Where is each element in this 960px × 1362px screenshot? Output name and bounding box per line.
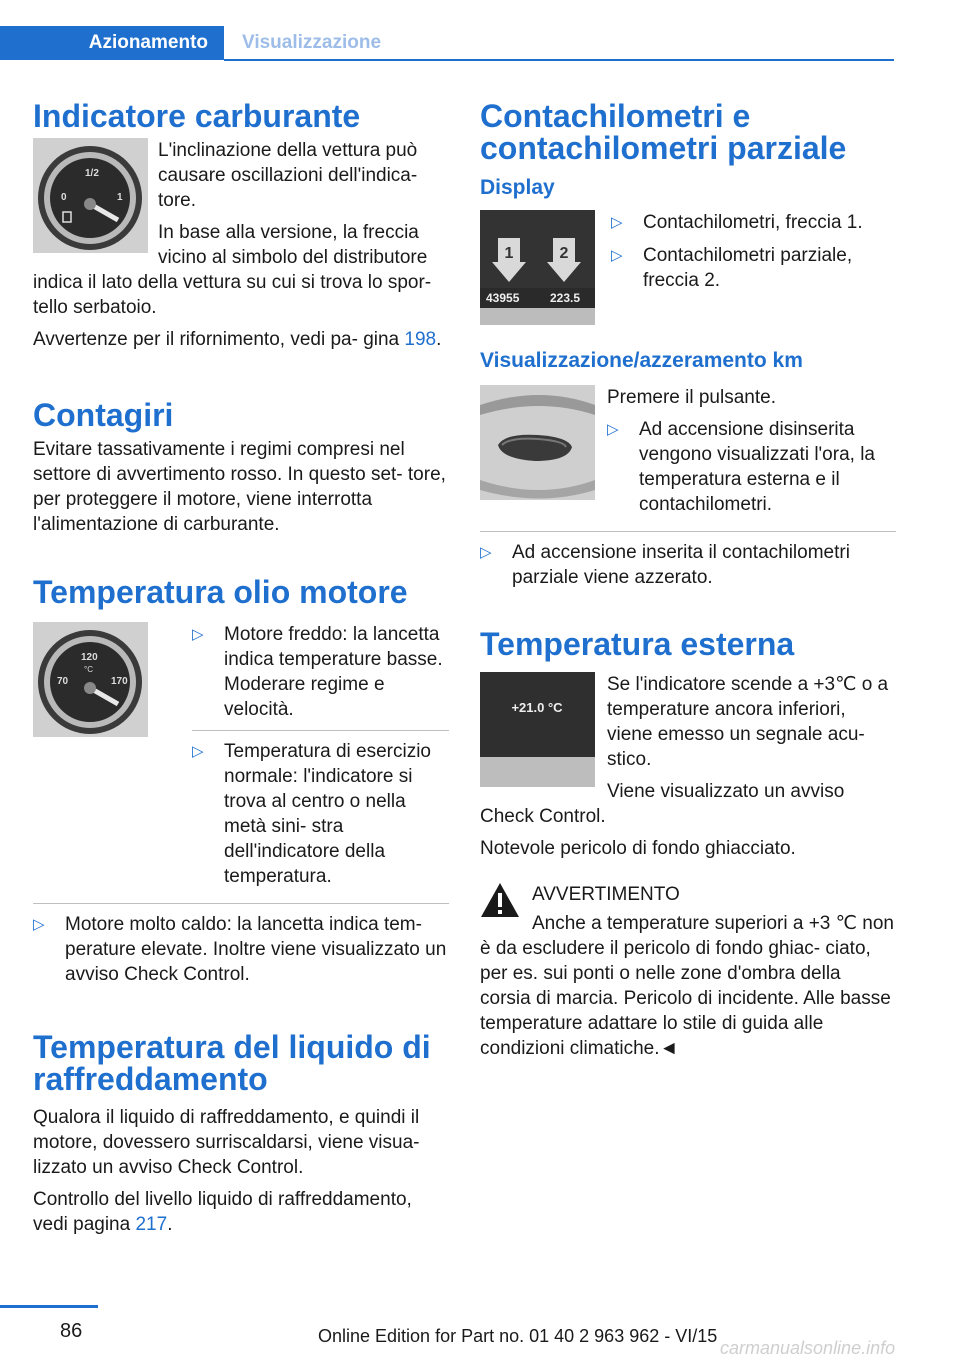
display-subtitle: Display (480, 176, 555, 199)
ext-temp-display-image (480, 672, 595, 787)
gauge-half-label: 1/2 (85, 168, 99, 179)
reset-button-image (480, 385, 595, 500)
ext-temp-title: Temperatura esterna (480, 626, 795, 662)
page-link-198[interactable]: 198 (404, 329, 437, 350)
fuel-p3: Avvertenze per il rifornimento, vedi pa- gina 198. (33, 329, 442, 350)
fuel-title: Indicatore carburante (33, 98, 361, 134)
right-column (480, 100, 896, 1068)
list-item: ▷ Contachilometri parziale, freccia 2. (611, 245, 853, 291)
list-item: ▷ Contachilometri, freccia 1. (611, 212, 863, 233)
coolant-title: Temperatura del liquido di raffreddamento (33, 1029, 431, 1097)
ext-p2: Viene visualizzato un avviso Check Control. (480, 781, 845, 827)
arrow-2-label: 2 (559, 245, 569, 262)
warning-box (480, 882, 896, 907)
list-item: ▷ Ad accensione inserita il contachilometri parziale viene azzerato. (480, 542, 850, 588)
triangle-bullet-icon: ▷ (480, 544, 492, 561)
header-rule (224, 59, 894, 61)
gauge-170-label: 170 (111, 676, 128, 687)
oil-title: Temperatura olio motore (33, 574, 408, 610)
reset-subtitle: Visualizzazione/azzeramento km (480, 349, 803, 372)
oil-list-2 (33, 903, 449, 987)
coolant-p1: Qualora il liquido di raffreddamento, e quindi il motore, dovessero surriscaldarsi, viene visua- lizzato un avviso Check Control. (33, 1107, 420, 1178)
triangle-bullet-icon: ▷ (192, 626, 204, 643)
tacho-title: Contagiri (33, 397, 174, 433)
warning-triangle-icon (480, 882, 520, 918)
list-item: ▷ Motore freddo: la lancetta indica temperature basse. Moderare regime e velocità. (192, 624, 443, 720)
list-item: ▷ Motore molto caldo: la lancetta indica tem- perature elevate. Inoltre viene visualizzato un avviso Check Control. (33, 914, 447, 985)
fuel-p2: In base alla versione, la freccia vicino al simbolo del distributore indica il lato della vettura su cui si trova lo spor- tello serbatoio. (33, 222, 432, 318)
gauge-zero-label: 0 (61, 192, 67, 203)
fuel-p1: L'inclinazione della vettura può causare oscillazioni dell'indica- tore. (158, 140, 418, 211)
warning-title: AVVERTIMENTO (532, 884, 680, 905)
list-item: ▷ Temperatura di esercizio normale: l'indicatore si trova al centro o nella metà sini- stra dell'indicatore della temperatura. (192, 730, 449, 889)
list-item: ▷ Ad accensione disinserita vengono visualizzati l'ora, la temperatura esterna e il contachilometri. (607, 419, 875, 515)
ext-p3: Notevole pericolo di fondo ghiacciato. (480, 838, 796, 859)
ext-temp-value: +21.0 °C (511, 700, 563, 715)
gauge-unit-label: °C (84, 665, 93, 674)
odo-list (611, 210, 896, 301)
oil-list (192, 622, 449, 897)
footer-rule (0, 1305, 98, 1308)
watermark: carmanualsonline.info (720, 1338, 896, 1358)
gauge-70-label: 70 (57, 676, 69, 687)
fuel-gauge-image (33, 138, 148, 253)
reset-p: Premere il pulsante. (607, 387, 776, 408)
triangle-bullet-icon: ▷ (33, 916, 45, 933)
gauge-120-label: 120 (81, 652, 98, 663)
triangle-bullet-icon: ▷ (192, 743, 204, 760)
odometer-value: 43955 (486, 291, 520, 305)
left-column (33, 100, 449, 1244)
odo-title: Contachilometri e contachilometri parziale (480, 98, 847, 166)
gauge-full-label: 1 (117, 192, 123, 203)
odometer-display-image (480, 210, 595, 325)
edition-text: Online Edition for Part no. 01 40 2 963 962 - VI/15 (318, 1326, 718, 1346)
triangle-bullet-icon: ▷ (611, 214, 623, 231)
arrow-1-label: 1 (504, 245, 514, 262)
fuel-p3-text: Avvertenze per il rifornimento, vedi pa- gina (33, 329, 400, 350)
tab-azionamento[interactable]: Azionamento (0, 26, 224, 60)
ext-p1: Se l'indicatore scende a +3℃ o a temperature ancora inferiori, viene emesso un segnale acu- stico. (607, 674, 889, 770)
tab-visualizzazione[interactable]: Visualizzazione (242, 32, 382, 53)
triangle-bullet-icon: ▷ (607, 421, 619, 438)
reset-list (607, 417, 896, 525)
reset-list-2 (480, 531, 896, 590)
tacho-p1: Evitare tassativamente i regimi compresi nel settore di avvertimento rosso. In questo set- tore, per proteggere il motore, viene interrotta l'alimentazione di carburante. (33, 439, 446, 535)
trip-value: 223.5 (550, 291, 581, 305)
triangle-bullet-icon: ▷ (611, 247, 623, 264)
coolant-p2: Controllo del livello liquido di raffreddamento, vedi pagina 217. (33, 1189, 412, 1235)
oil-gauge-image (33, 622, 148, 737)
warning-text: Anche a temperature superiori a +3 ℃ non è da escludere il pericolo di fondo ghiac- ciato, per es. sui ponti o nelle zone d'ombra della corsia di marcia. Pericolo di incidente. Alle basse temperature adattare lo stile di guida alle condizioni climatiche.◄ (480, 913, 894, 1059)
page-number: 86 (60, 1320, 83, 1342)
page-link-217[interactable]: 217 (135, 1214, 168, 1235)
